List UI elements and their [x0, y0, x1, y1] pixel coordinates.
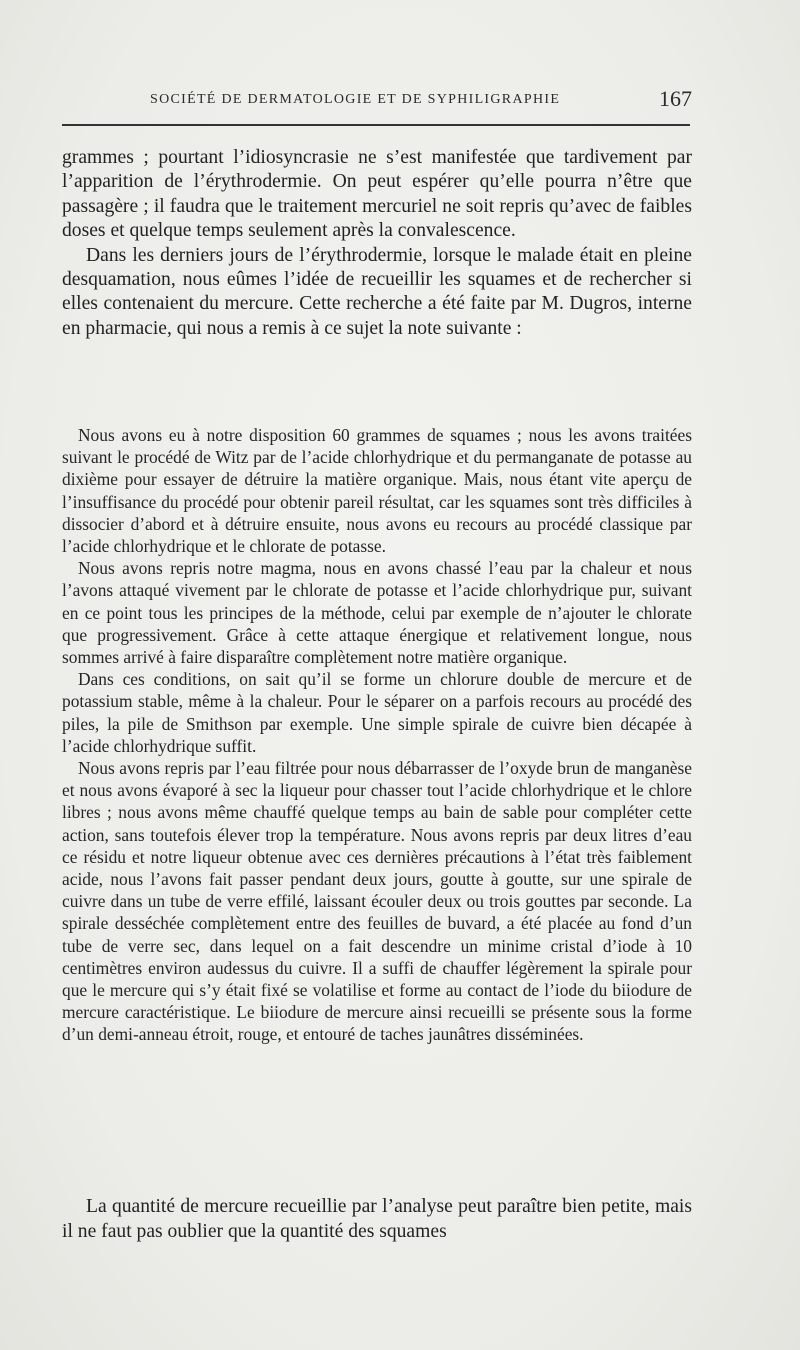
note-paragraph: Nous avons repris par l’eau filtrée pour nous débarrasser de l’oxyde brun de manganèse et nous avons évaporé à sec la liqueur pour chasser tout l’acide chlorhydrique et le chlore libres ; nous avons même chauffé quelque temps au bain de sable pour compléter cette action, sans toutefois élever trop la température. Nous avons repris par deux litres d’eau ce résidu et notre liqueur obtenue avec ces dernières précautions à l’état très faiblement acide, nous l’avons fait passer pendant deux jours, goutte à goutte, sur une spirale de cuivre dans un tube de verre effilé, laissant écouler deux ou trois gouttes par seconde. La spirale desséchée complètement entre des feuilles de buvard, a été placée au fond d’un tube de verre sec, dans lequel on a fait descendre un minime cristal d’iode à 10 centimètres environ audessus du cuivre. Il a suffi de chauffer légèrement la spirale pour que le mercure qui s’y était fixé se volatilise et forme au contact de l’iode du biiodure de mercure caractéristique. Le biiodure de mercure ainsi recueilli se présente sous la forme d’un demi-anneau étroit, rouge, et entouré de taches jaunâtres disséminées. [62, 758, 692, 1045]
closing-text [62, 1194, 692, 1244]
paragraph-continuation: grammes ; pourtant l’idiosyncrasie ne s’est manifestée que tardivement par l’apparition de l’érythrodermie. On peut espérer qu’elle pourra n’être que passagère ; il faudra que le traitement mercuriel ne soit repris qu’avec de faibles doses et quelque temps seulement après la convalescence. [62, 147, 692, 242]
paragraph: La quantité de mercure recueillie par l’analyse peut paraître bien petite, mais il ne faut pas oublier que la quantité des squames [62, 1196, 692, 1242]
note-paragraph: Dans ces conditions, on sait qu’il se forme un chlorure double de mercure et de potassium stable, même à la chaleur. Pour le séparer on a parfois recours au procédé des piles, la pile de Smithson par exemple. Une simple spirale de cuivre bien décapée à l’acide chlorhydrique suffit. [62, 669, 692, 756]
note-paragraph: Nous avons repris notre magma, nous en avons chassé l’eau par la chaleur et nous l’avons attaqué vivement par le chlorate de potasse et l’acide chlorhydrique pur, suivant en ce point tous les principes de la méthode, celui par exemple de n’ajouter le chlorate que progressivement. Grâce à cette attaque énergique et relativement longue, nous sommes arrivé à faire disparaître complètement notre matière organique. [62, 558, 692, 668]
header-rule [62, 124, 690, 126]
note-paragraph: Nous avons eu à notre disposition 60 grammes de squames ; nous les avons traitées suivant le procédé de Witz par de l’acide chlorhydrique et du permanganate de potasse au dixième pour essayer de détruire la matière organique. Mais, nous étant vite aperçu de l’insuffisance du procédé pour obtenir pareil résultat, car les squames sont très difficiles à dissocier d’abord et à détruire ensuite, nous avons eu recours au procédé classique par l’acide chlorhydrique et le chlorate de potasse. [62, 425, 692, 557]
quoted-note [62, 424, 692, 1046]
main-text [62, 146, 692, 341]
running-header [62, 88, 692, 116]
paragraph: Dans les derniers jours de l’érythrodermie, lorsque le malade était en pleine desquamation, nous eûmes l’idée de recueillir les squames et de rechercher si elles contenaient du mercure. Cette recherche a été faite par M. Dugros, interne en pharmacie, qui nous a remis à ce sujet la note suivante : [62, 244, 692, 339]
page-number: 167 [659, 86, 692, 111]
header-title: SOCIÉTÉ DE DERMATOLOGIE ET DE SYPHILIGRAPHIE [150, 92, 561, 107]
